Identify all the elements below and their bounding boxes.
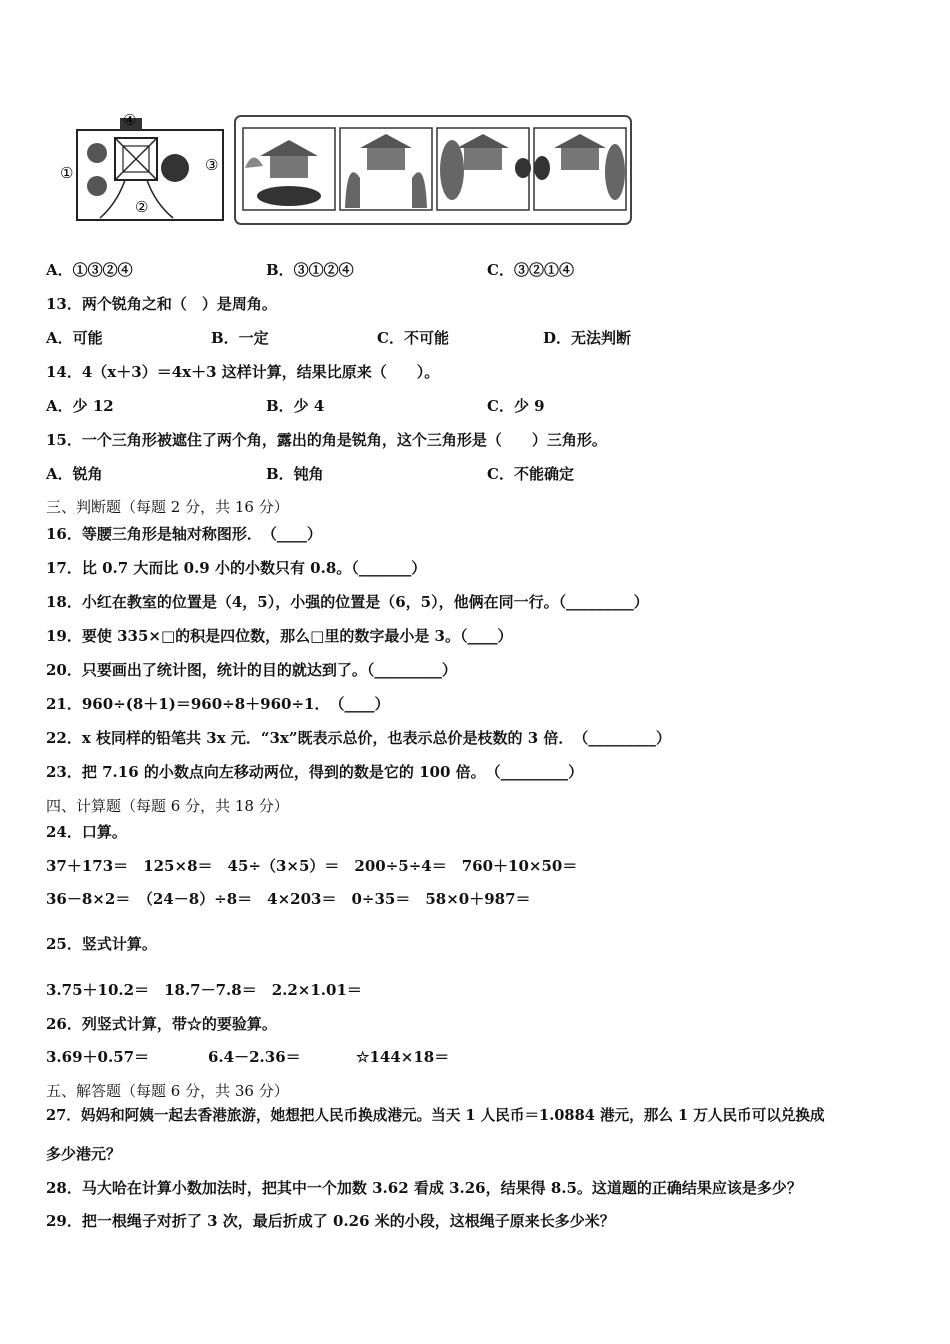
q17-statement: 17．比 0.7 大而比 0.9 小的小数只有 0.8。（_______） — [46, 559, 427, 577]
q24-row-2: 36－8×2＝ （24－8）÷8＝ 4×203＝ 0÷35＝ 58×0＋987＝ — [46, 890, 531, 908]
view-panel-2 — [340, 128, 432, 210]
campus-map — [77, 118, 223, 220]
q22-statement: 22．x 枝同样的铅笔共 3x 元．“3x”既表示总价，也表示总价是枝数的 3 倍． （_________） — [46, 729, 671, 747]
q14-stem: 14．4（x＋3）＝4x＋3 这样计算，结果比原来（ ）。 — [46, 363, 440, 381]
q12-option-c[interactable]: C．③②①④ — [487, 261, 574, 279]
view-panel-4 — [534, 128, 626, 210]
view-panel-1 — [243, 128, 335, 210]
q14-option-c[interactable]: C．少 9 — [487, 397, 545, 415]
q16-statement: 16．等腰三角形是轴对称图形． （____） — [46, 525, 322, 543]
q13-option-b[interactable]: B．一定 — [211, 329, 269, 347]
q15-option-b[interactable]: B．钝角 — [266, 465, 324, 483]
q25-title: 25．竖式计算。 — [46, 935, 157, 953]
q26-item-3: ☆144×18＝ — [356, 1048, 450, 1066]
map-label-1: ① — [60, 164, 74, 182]
q15-stem: 15．一个三角形被遮住了两个角，露出的角是锐角，这个三角形是（ ）三角形。 — [46, 431, 607, 449]
q14-option-b[interactable]: B．少 4 — [266, 397, 325, 415]
section-3-heading: 三、判断题（每题 2 分，共 16 分） — [46, 498, 289, 516]
q23-statement: 23．把 7.16 的小数点向左移动两位，得到的数是它的 100 倍。 （_________） — [46, 763, 584, 781]
map-label-2: ② — [135, 198, 149, 216]
q13-stem: 13．两个锐角之和（ ）是周角。 — [46, 295, 277, 313]
q18-statement: 18．小红在教室的位置是（4，5），小强的位置是（6，5），他俩在同一行。（_________） — [46, 593, 649, 611]
q25-row: 3.75＋10.2＝ 18.7－7.8＝ 2.2×1.01＝ — [46, 981, 362, 999]
section-4-heading: 四、计算题（每题 6 分，共 18 分） — [46, 797, 289, 815]
q26-item-2: 6.4－2.36＝ — [208, 1048, 301, 1066]
q26-item-1: 3.69＋0.57＝ — [46, 1048, 150, 1066]
q13-option-a[interactable]: A．可能 — [46, 329, 103, 347]
q27-line-1: 27．妈妈和阿姨一起去香港旅游，她想把人民币换成港元。当天 1 人民币＝1.0884 港元，那么 1 万人民币可以兑换成 — [46, 1107, 825, 1124]
q13-option-d[interactable]: D．无法判断 — [543, 329, 632, 347]
q29-text: 29．把一根绳子对折了 3 次，最后折成了 0.26 米的小段，这根绳子原来长多少米？ — [46, 1212, 615, 1230]
map-label-3: ③ — [205, 156, 219, 174]
q20-statement: 20．只要画出了统计图，统计的目的就达到了。（_________） — [46, 661, 457, 679]
q14-option-a[interactable]: A．少 12 — [46, 397, 114, 415]
q26-title: 26．列竖式计算，带☆的要验算。 — [46, 1015, 277, 1033]
q12-option-a[interactable]: A．①③②④ — [46, 261, 133, 279]
q15-option-c[interactable]: C．不能确定 — [487, 465, 574, 483]
q21-statement: 21．960÷(8＋1)＝960÷8＋960÷1． （____） — [46, 695, 390, 713]
q12-option-b[interactable]: B．③①②④ — [266, 261, 354, 279]
question-12-figure — [55, 108, 635, 234]
q28-text: 28．马大哈在计算小数加法时，把其中一个加数 3.62 看成 3.26，结果得 8.5。这道题的正确结果应该是多少？ — [46, 1179, 802, 1197]
q24-row-1: 37＋173＝ 125×8＝ 45÷（3×5）＝ 200÷5÷4＝ 760＋10×50＝ — [46, 857, 578, 875]
section-5-heading: 五、解答题（每题 6 分，共 36 分） — [46, 1082, 289, 1100]
q13-option-c[interactable]: C．不可能 — [377, 329, 449, 347]
view-panel-3 — [437, 128, 531, 210]
map-label-4: ④ — [123, 111, 137, 129]
map-and-views-illustration — [55, 108, 635, 230]
q24-title: 24．口算。 — [46, 823, 127, 841]
q19-statement: 19．要使 335×□的积是四位数，那么□里的数字最小是 3。（____） — [46, 627, 513, 645]
q27-line-2: 多少港元？ — [46, 1145, 122, 1163]
q15-option-a[interactable]: A．锐角 — [46, 465, 103, 483]
